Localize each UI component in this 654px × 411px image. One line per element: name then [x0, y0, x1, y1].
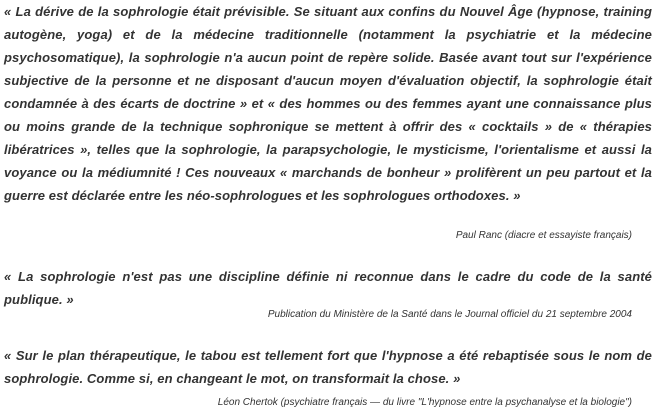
quote-attribution: Léon Chertok (psychiatre français — du livre "L'hypnose entre la psychanalyse et la biologie") [217, 397, 632, 408]
quote-text: « La sophrologie n'est pas une discipline définie ni reconnue dans le cadre du code de la santé publique. » [4, 269, 652, 307]
quote-text: « La dérive de la sophrologie était prévisible. Se situant aux confins du Nouvel Âge (hypnose, training autogène, yoga) et de la médecine traditionnelle (notamment la psychiatrie et la médecine psychosomatique), la sophrologie n'a aucun point de repère solide. Basée avant tout sur l'expérience subjective de la personne et ne disposant d'aucun moyen d'évaluation objectif, la sophrologie était condamnée à des écarts de doctrine » et « des hommes ou des femmes ayant une connaissance plus ou moins grande de la technique sophronique se mettent à offrir des « cocktails » de « thérapies libératrices », telles que la sophrologie, la parapsychologie, le mysticisme, l'orientalisme et aussi la voyance ou la médiumnité ! Ces nouveaux « marchands de bonheur » prolifèrent un peu partout et la guerre est déclarée entre les néo-sophrologues et les sophrologues orthodoxes. » [4, 4, 652, 203]
quote-attribution: Paul Ranc (diacre et essayiste français) [455, 230, 632, 241]
quote-text: « Sur le plan thérapeutique, le tabou est tellement fort que l'hypnose a été rebaptisée sous le nom de sophrologie. Comme si, en changeant le mot, on transformait la chose. » [4, 348, 652, 386]
quote-attribution: Publication du Ministère de la Santé dans le Journal officiel du 21 septembre 2004 [267, 309, 632, 320]
